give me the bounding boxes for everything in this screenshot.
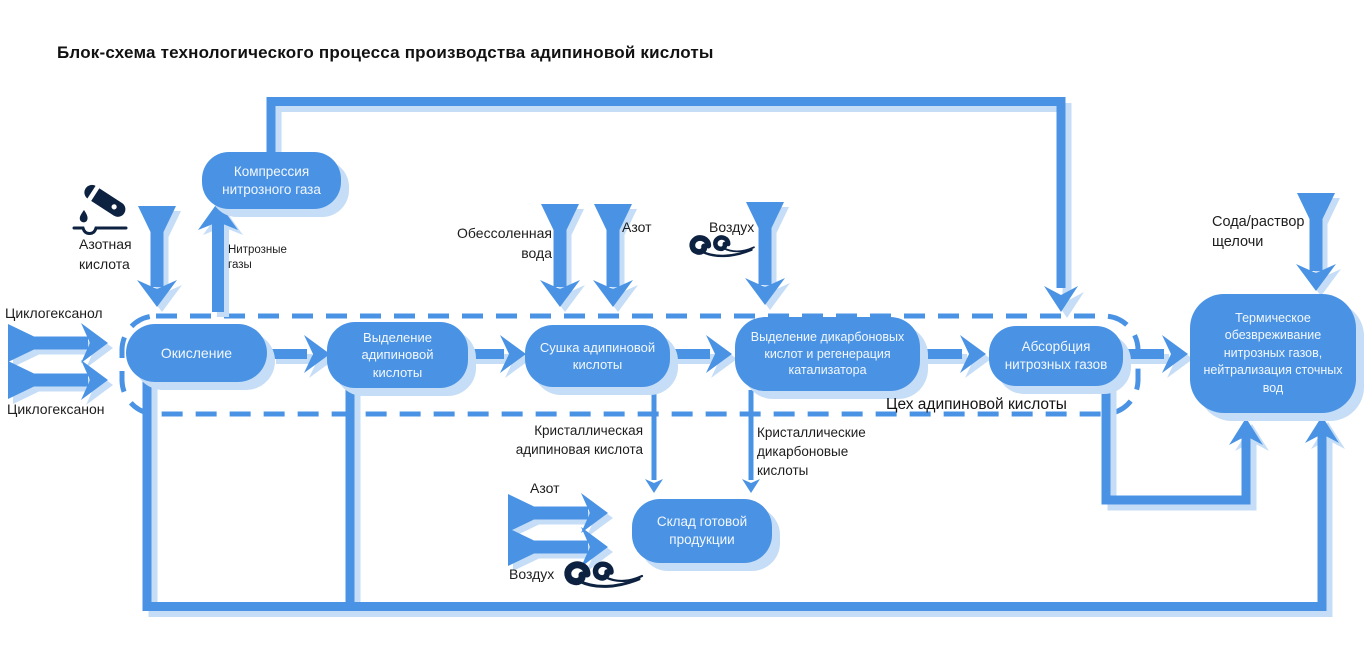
wind-swirl-icon-top bbox=[692, 237, 754, 255]
box-finished-goods-warehouse: Склад готовой продукции bbox=[632, 499, 772, 563]
box-adipic-acid-separation: Выделение адипиновой кислоты bbox=[327, 322, 468, 388]
box-nitrous-gas-absorption: Абсорбция нитрозных газов bbox=[989, 326, 1123, 386]
wind-swirl-icon-bottom bbox=[568, 564, 642, 586]
box-dicarboxylic-separation-catalyst-regeneration: Выделение дикарбоновых кислот и регенерация катализатора bbox=[735, 317, 920, 391]
label-cyclohexanol: Циклогексанол bbox=[5, 305, 103, 321]
label-cyclohexanone: Циклогексанон bbox=[7, 401, 105, 417]
label-crystalline-dicarboxylic-acids: Кристаллические дикарбоновые кислоты bbox=[757, 425, 866, 478]
arrow-adipic-to-drying bbox=[471, 335, 526, 373]
label-adipic-acid-shop: Цех адипиновой кислоты bbox=[886, 396, 1067, 413]
box-thermal-neutralization: Термическое обезвреживание нитрозных газов, нейтрализация сточных вод bbox=[1190, 294, 1356, 413]
label-crystalline-adipic-acid: Кристаллическая адипиновая кислота bbox=[515, 423, 643, 457]
arrow-cyclohexanol-right bbox=[8, 323, 108, 363]
arrow-air-bottom-right bbox=[508, 527, 608, 567]
arrow-dicarboxylic-to-absorption bbox=[923, 335, 986, 373]
arrow-cyclohexanone-right bbox=[8, 360, 108, 400]
arrow-crystalline-adipic-down bbox=[645, 386, 663, 493]
label-nitrogen-top: Азот bbox=[622, 219, 652, 235]
label-demineralized-water: Обессоленная вода bbox=[457, 225, 552, 261]
box-oxidation: Окисление bbox=[126, 324, 267, 382]
box-adipic-acid-drying: Сушка адипиновой кислоты bbox=[525, 325, 670, 387]
flask-pouring-icon bbox=[74, 182, 129, 234]
label-air-top: Воздух bbox=[709, 219, 755, 235]
label-soda-alkali-solution: Сода/раствор щелочи bbox=[1212, 214, 1305, 251]
arrowhead-down-into-absorption bbox=[1044, 286, 1078, 312]
arrow-drying-to-dicarboxylic bbox=[673, 335, 732, 373]
arrow-nitrogen-bottom-right bbox=[508, 493, 608, 533]
label-nitrogen-bottom: Азот bbox=[530, 480, 560, 496]
arrow-oxidation-to-adipic bbox=[271, 335, 330, 373]
box-compression-nitrous-gas: Компрессия нитрозного газа bbox=[202, 152, 341, 209]
page-title: Блок-схема технологического процесса производства адипиновой кислоты bbox=[57, 43, 714, 62]
pipe-compression-to-absorption bbox=[271, 102, 1078, 313]
label-nitrous-gases: Нитрозные газы bbox=[228, 244, 287, 271]
label-air-bottom: Воздух bbox=[509, 566, 555, 582]
label-nitric-acid: Азотная кислота bbox=[79, 236, 132, 272]
